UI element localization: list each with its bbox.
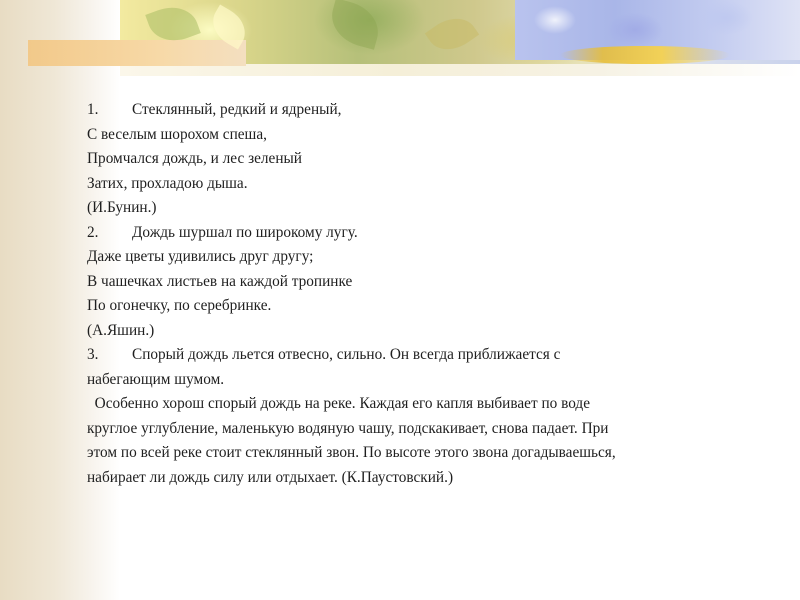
text-content <box>87 98 787 490</box>
prose3-paragraph-line-4: набирает ли дождь силу или отдыхает. (К.Паустовский.) <box>87 468 454 486</box>
banner-orange-block <box>28 40 246 66</box>
poem1-line-4: Затих, прохладою дыша. <box>87 174 248 192</box>
prose3-number: 3. <box>87 346 99 363</box>
poem1-author: (И.Бунин.) <box>87 199 157 216</box>
prose3-paragraph-line-3: этом по всей реке стоит стеклянный звон. По высоте этого звона догадываешься, <box>87 444 616 461</box>
poem1-line-2: С веселым шорохом спеша, <box>87 125 267 143</box>
prose3-line-2: набегающим шумом. <box>87 370 225 388</box>
poem1-line-3: Промчался дождь, и лес зеленый <box>87 150 302 167</box>
top-banner <box>0 0 800 80</box>
poem2-author: (А.Яшин.) <box>87 321 155 339</box>
poem2-line-3: В чашечках листьев на каждой тропинке <box>87 272 353 290</box>
poem1-line-1: 1. Стеклянный, редкий и ядреный, <box>87 98 787 123</box>
poem2-line-1: 2. Дождь шуршал по широкому лугу. <box>87 221 787 246</box>
prose3-paragraph-line-1: Особенно хорош спорый дождь на реке. Каждая его капля выбивает по воде <box>87 395 591 412</box>
prose3-paragraph-line-2: круглое углубление, маленькую водяную чашу, подскакивает, снова падает. При <box>87 419 609 437</box>
poem1-number: 1. <box>87 101 99 118</box>
poem2-line-4: По огонечку, по серебринке. <box>87 297 272 314</box>
poem2-number: 2. <box>87 223 99 241</box>
poem2-line-2: Даже цветы удивились друг другу; <box>87 248 314 265</box>
prose3-line-1: 3. Спорый дождь льется отвесно, сильно. Он всегда приближается с <box>87 343 787 368</box>
banner-grass-streak <box>560 46 730 64</box>
